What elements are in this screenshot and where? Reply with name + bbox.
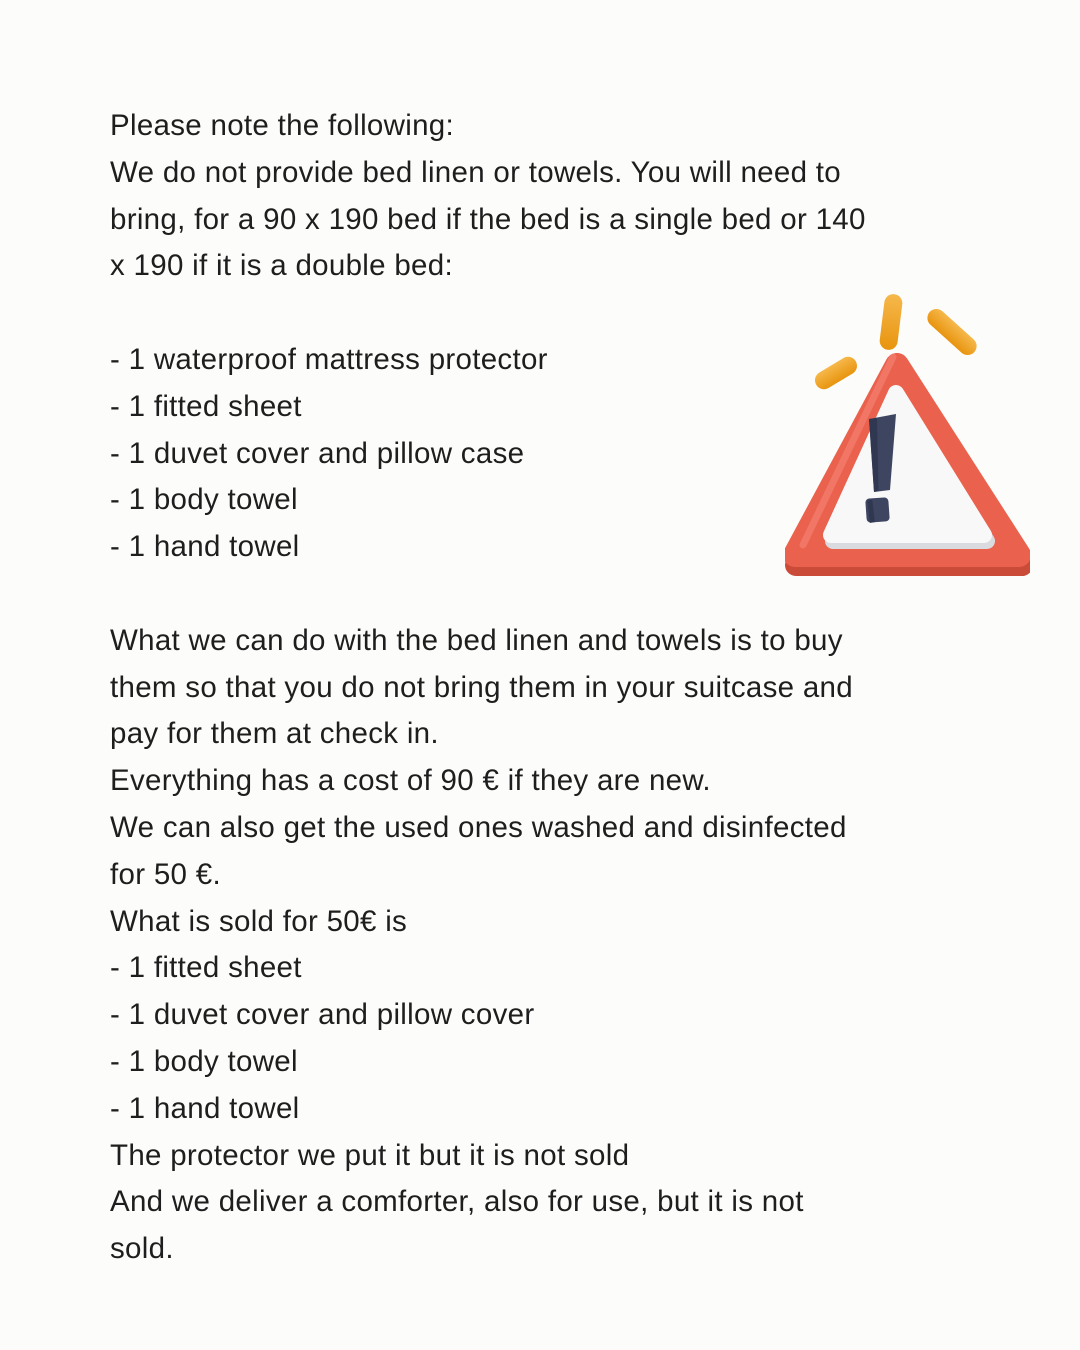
text-line: - 1 body towel (110, 483, 298, 517)
text-line: sold. (110, 1232, 174, 1266)
warning-triangle-svg (785, 283, 1030, 583)
text-line: And we deliver a comforter, also for use, but it is not (110, 1185, 804, 1219)
text-line: - 1 duvet cover and pillow case (110, 436, 525, 470)
text-line: We do not provide bed linen or towels. You will need to (110, 155, 841, 189)
text-line: What is sold for 50€ is (110, 904, 408, 938)
text-line: for 50 €. (110, 857, 221, 891)
text-line: - 1 fitted sheet (110, 389, 302, 423)
text-line: pay for them at check in. (110, 717, 439, 751)
text-line: - 1 hand towel (110, 1091, 300, 1125)
warning-triangle-icon (785, 283, 1030, 583)
text-line: bring, for a 90 x 190 bed if the bed is a single bed or 140 (110, 202, 866, 236)
text-line: The protector we put it but it is not sold (110, 1138, 630, 1172)
text-line: Please note the following: (110, 109, 454, 142)
text-line: Everything has a cost of 90 € if they are new. (110, 764, 711, 798)
text-line: - 1 fitted sheet (110, 951, 302, 985)
text-line: - 1 hand towel (110, 530, 300, 564)
document-text (110, 103, 980, 1273)
text-line: - 1 waterproof mattress protector (110, 342, 548, 376)
text-line: x 190 if it is a double bed: (110, 249, 453, 283)
text-line: - 1 duvet cover and pillow cover (110, 998, 535, 1032)
text-line: We can also get the used ones washed and disinfected (110, 810, 847, 844)
text-line: them so that you do not bring them in your suitcase and (110, 670, 853, 704)
text-line: What we can do with the bed linen and towels is to buy (110, 623, 843, 657)
text-line: - 1 body towel (110, 1044, 298, 1078)
